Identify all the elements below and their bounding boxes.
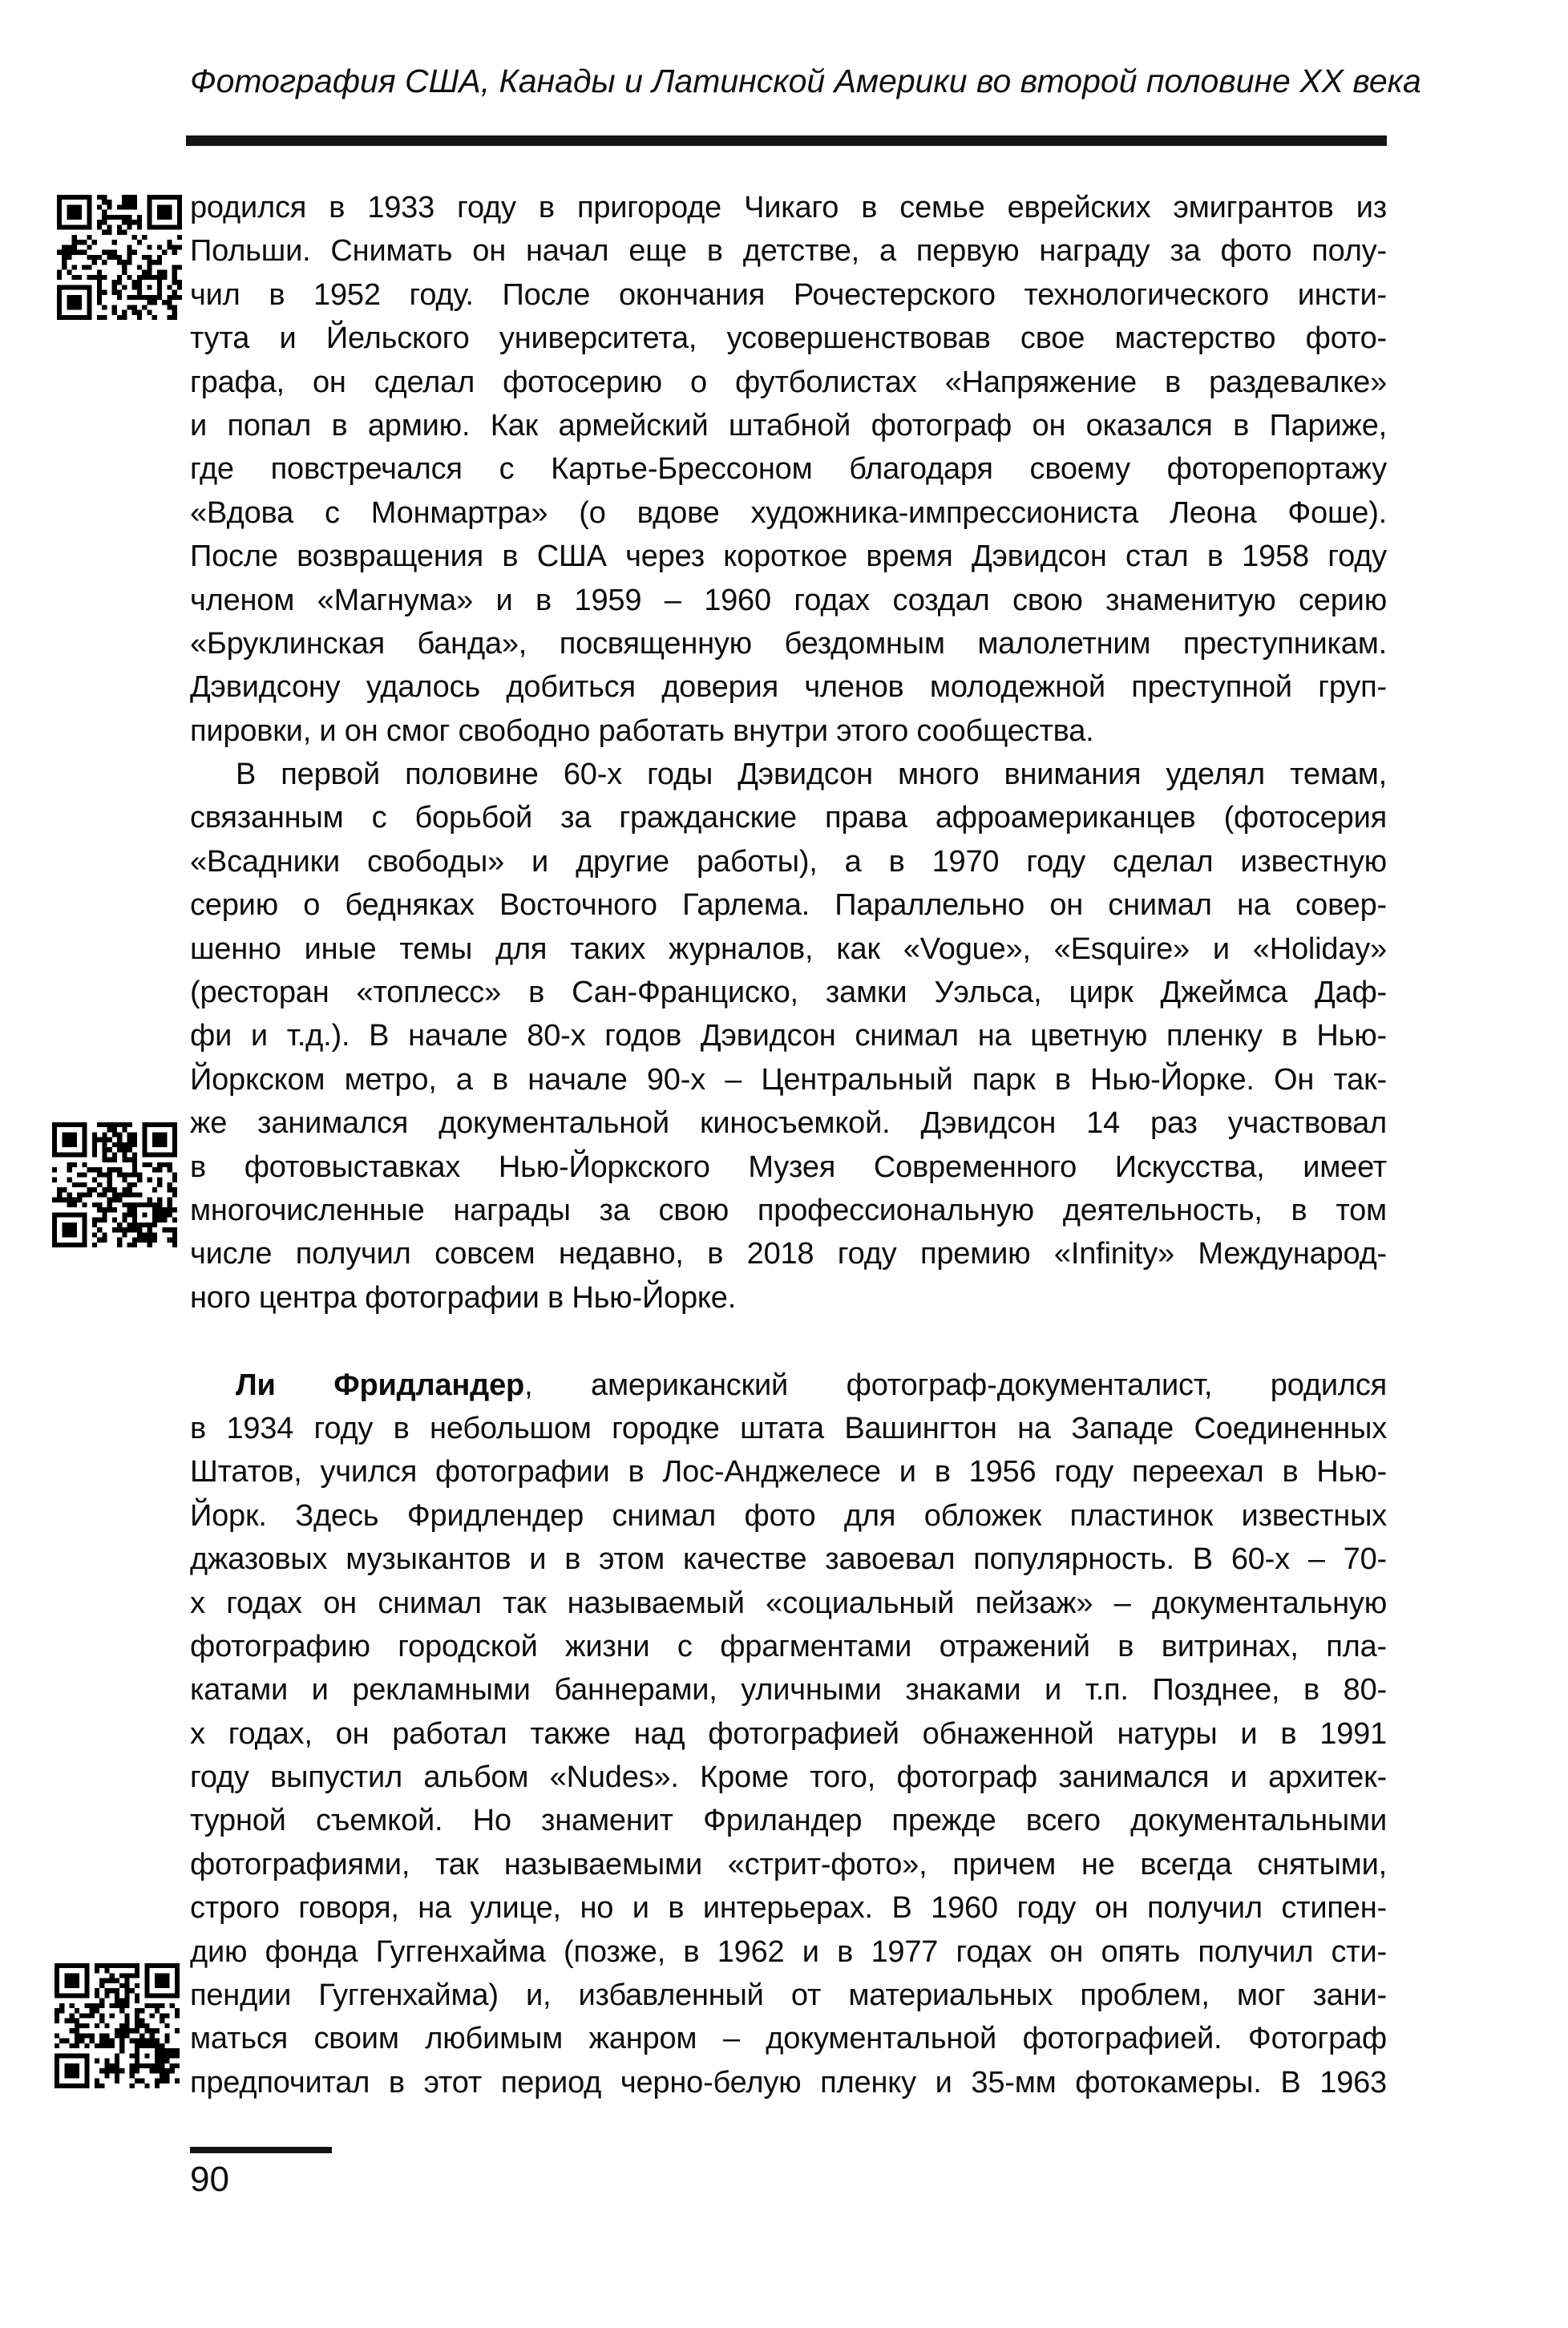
paragraph-spacer (190, 1320, 1387, 1363)
text-line: (ресторан «топлесс» в Сан-Франциско, замки Уэльса, цирк Джеймса Даф- (190, 976, 1387, 1010)
text-line: предпочитал в этот период черно-белую пленку и 35-мм фотокамеры. В 1963 (190, 2065, 1387, 2100)
text-line: году выпустил альбом «Nudes». Кроме того, фотограф занимался и архитек- (190, 1760, 1387, 1795)
text-line: в 1934 году в небольшом городке штата Вашингтон на Западе Соединенных (190, 1411, 1387, 1445)
text-line: Ли Фридландер, американский фотограф-документалист, родился (236, 1368, 1387, 1402)
text-line: строго говоря, на улице, но и в интерьерах. В 1960 году он получил стипен- (190, 1891, 1387, 1926)
text-line: «Всадники свободы» и другие работы), а в 1970 году сделал известную (190, 844, 1387, 879)
running-header: Фотография США, Канады и Латинской Америки во второй половине XX века (190, 63, 1421, 99)
text-line: пендии Гуггенхайма) и, избавленный от материальных проблем, мог зани- (190, 1978, 1387, 2013)
text-line: связанным с борьбой за гражданские права афроамериканцев (фотосерия (190, 801, 1387, 835)
text-line: же занимался документальной киносъемкой. Дэвидсон 14 раз участвовал (190, 1106, 1387, 1141)
text-line: чил в 1952 году. После окончания Рочестерского технологического инсти- (190, 277, 1387, 312)
text-line: катами и рекламными баннерами, уличными знаками и т.п. Позднее, в 80- (190, 1673, 1387, 1708)
footer-rule (190, 2147, 332, 2153)
text-line: х годах он снимал так называемый «социальный пейзаж» – документальную (190, 1586, 1387, 1620)
text-line: в фотовыставках Нью-Йоркского Музея Современного Искусства, имеет (190, 1150, 1387, 1184)
text-line: пировки, и он смог свободно работать внутри этого сообщества. (190, 713, 1094, 748)
text-line: членом «Магнума» и в 1959 – 1960 годах создал свою знаменитую серию (190, 583, 1387, 617)
page-number: 90 (190, 2160, 229, 2199)
photographer-name-bold: Ли Фридландер (236, 1368, 525, 1402)
text-line: Йорк. Здесь Фридлендер снимал фото для обложек пластинок известных (190, 1498, 1387, 1533)
text-line: маться своим любимым жанром – документальной фотографией. Фотограф (190, 2022, 1387, 2056)
qr-code-3 (55, 1963, 180, 2088)
text-line: «Вдова с Монмартра» (о вдове художника-импрессиониста Леона Фоше). (190, 495, 1387, 530)
qr-code-2 (52, 1122, 177, 1247)
qr-code-1 (57, 195, 182, 320)
text-line: Штатов, учился фотографии в Лос-Анджелесе и в 1956 году переехал в Нью- (190, 1455, 1387, 1489)
text-line: В первой половине 60-х годы Дэвидсон много внимания уделял темам, (236, 758, 1387, 792)
text-line: «Бруклинская банда», посвященную бездомным малолетним преступникам. (190, 626, 1387, 661)
text-line: графа, он сделал фотосерию о футболистах «Напряжение в раздевалке» (190, 365, 1387, 399)
body-text (190, 186, 1387, 2104)
text-line: После возвращения в США через короткое время Дэвидсон стал в 1958 году (190, 540, 1387, 574)
text-line: серию о бедняках Восточного Гарлема. Параллельно он снимал на совер- (190, 888, 1387, 923)
text-line: числе получил совсем недавно, в 2018 году премию «Infinity» Международ- (190, 1237, 1387, 1271)
text-line: Дэвидсону удалось добиться доверия членов молодежной преступной груп- (190, 670, 1387, 705)
text-line: джазовых музыкантов и в этом качестве завоевал популярность. В 60-х – 70- (190, 1542, 1387, 1577)
text-line: и попал в армию. Как армейский штабной фотограф он оказался в Париже, (190, 408, 1387, 443)
text-line: Польши. Снимать он начал еще в детстве, а первую награду за фото полу- (190, 234, 1387, 269)
header-rule (186, 135, 1387, 146)
text-line: тута и Йельского университета, усовершенствовав свое мастерство фото- (190, 321, 1387, 356)
text-line: фотографию городской жизни с фрагментами отражений в витринах, пла- (190, 1629, 1387, 1663)
text-line: дию фонда Гуггенхайма (позже, в 1962 и в 1977 годах он опять получил сти- (190, 1934, 1387, 1969)
text-line: шенно иные темы для таких журналов, как «Vogue», «Esquire» и «Holiday» (190, 932, 1387, 966)
text-line: х годах, он работал также над фотографией обнаженной натуры и в 1991 (190, 1716, 1387, 1751)
text-line: Йоркском метро, а в начале 90-х – Центральный парк в Нью-Йорке. Он так- (190, 1062, 1387, 1097)
text-line: где повстречался с Картье-Брессоном благодаря своему фоторепортажу (190, 452, 1387, 487)
text-line: многочисленные награды за свою профессиональную деятельность, в том (190, 1193, 1387, 1227)
text-line: фи и т.д.). В начале 80-х годов Дэвидсон снимал на цветную пленку в Нью- (190, 1019, 1387, 1053)
text-line: фотографиями, так называемыми «стрит-фото», причем не всегда снятыми, (190, 1847, 1387, 1881)
text-line: родился в 1933 году в пригороде Чикаго в семье еврейских эмигрантов из (190, 191, 1387, 224)
text-line: ного центра фотографии в Нью-Йорке. (190, 1280, 737, 1315)
text-line: турной съемкой. Но знаменит Фриландер прежде всего документальными (190, 1804, 1387, 1838)
